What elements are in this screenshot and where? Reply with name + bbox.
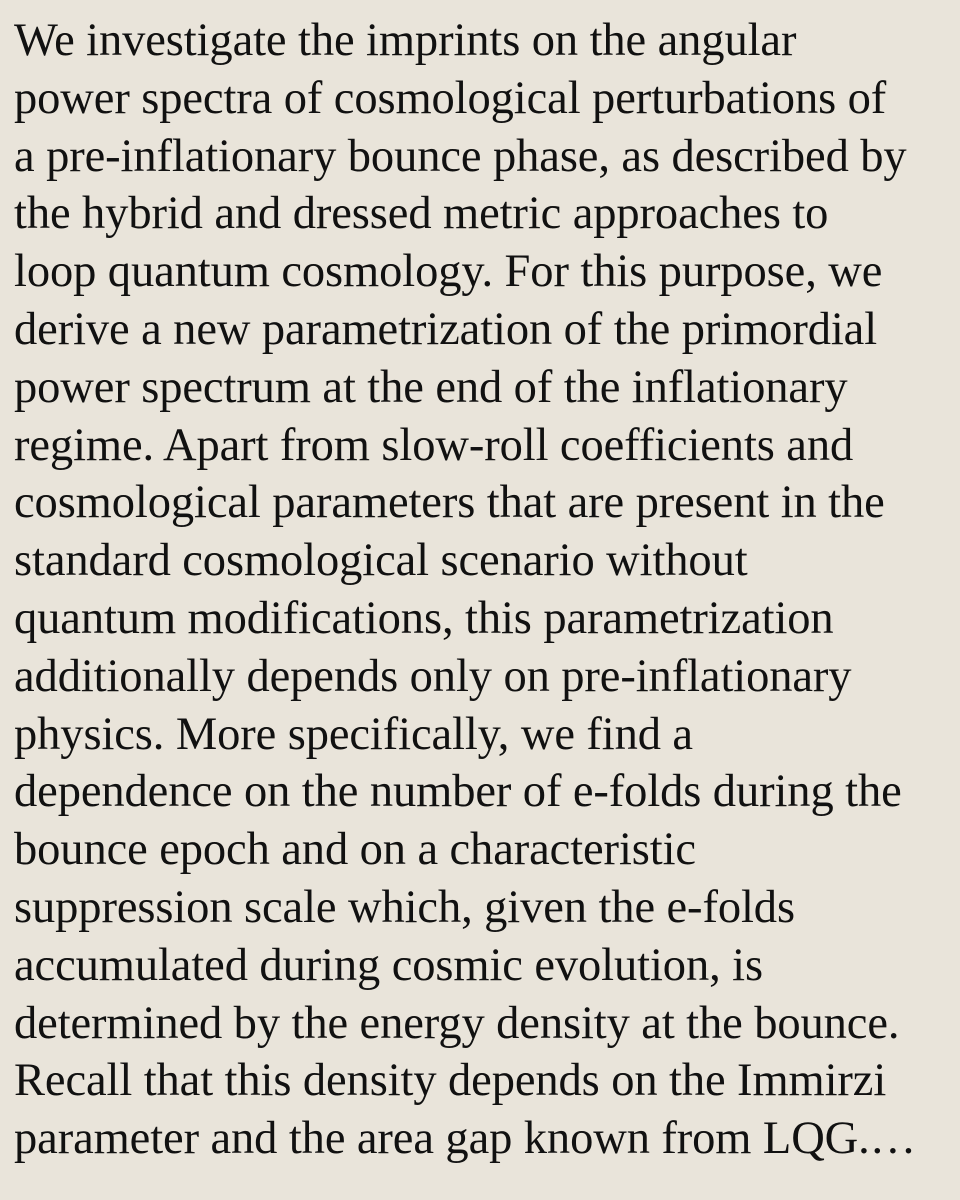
- abstract-line: the hybrid and dressed metric approaches to: [14, 188, 829, 240]
- abstract-line: bounce epoch and on a characteristic: [14, 824, 696, 876]
- abstract-line: We investigate the imprints on the angular: [14, 15, 797, 66]
- abstract-line: physics. More specifically, we find a: [14, 708, 693, 760]
- abstract-line: suppression scale which, given the e-folds: [14, 881, 795, 933]
- abstract-line: accumulated during cosmic evolution, is: [14, 939, 763, 991]
- abstract-line: dependence on the number of e-folds during the: [14, 766, 902, 818]
- abstract-line: determined by the energy density at the bounce.: [14, 997, 900, 1049]
- abstract-line: power spectra of cosmological perturbations of: [14, 72, 887, 124]
- abstract-line: derive a new parametrization of the primordial: [14, 303, 878, 355]
- abstract-line: Recall that this density depends on the Immirzi: [14, 1055, 887, 1107]
- abstract-line: loop quantum cosmology. For this purpose, we: [14, 246, 883, 298]
- abstract-line: quantum modifications, this parametrization: [14, 592, 834, 644]
- abstract-line: additionally depends only on pre-inflationary: [14, 650, 852, 702]
- abstract-text: [14, 12, 948, 1168]
- abstract-line: parameter and the area gap known from LQG.…: [14, 1113, 917, 1165]
- abstract-line: regime. Apart from slow-roll coefficients and: [14, 419, 854, 471]
- abstract-line: cosmological parameters that are present in the: [14, 477, 885, 529]
- abstract-line: a pre-inflationary bounce phase, as described by: [14, 130, 907, 182]
- abstract-line: standard cosmological scenario without: [14, 535, 748, 587]
- abstract-line: power spectrum at the end of the inflationary: [14, 361, 848, 413]
